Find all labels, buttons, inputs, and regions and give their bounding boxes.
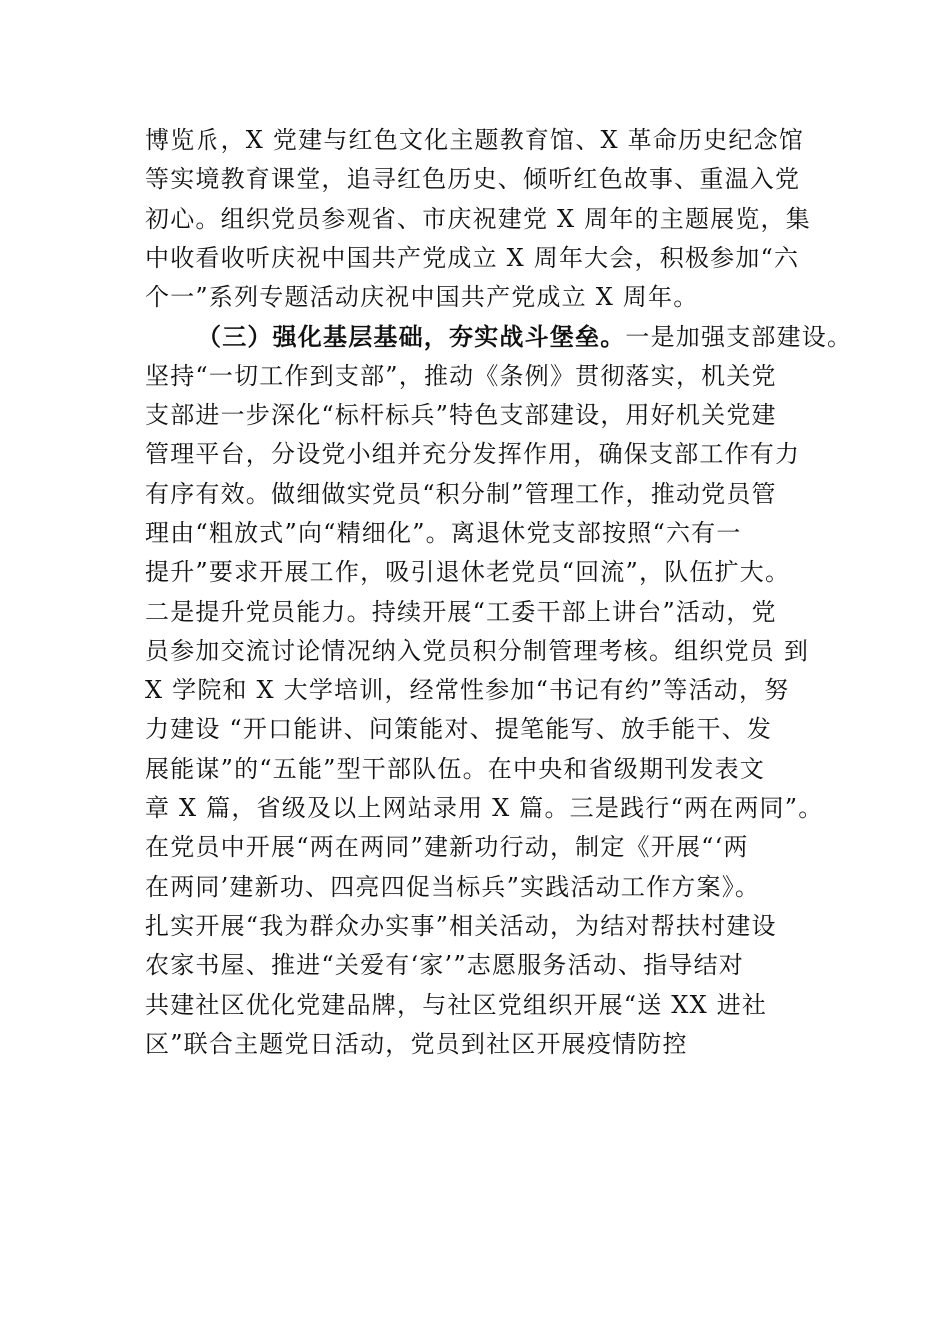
text-line: 初心。组织党员参观省、市庆祝建党 X 周年的主题展览，集 (145, 204, 811, 233)
text-line: 提升”要求开展工作，吸引退休老党员“回流”，队伍扩大。 (145, 558, 791, 587)
text-line: 在两同’建新功、四亮四促当标兵”实践活动工作方案》。 (145, 872, 761, 901)
text-line: 支部进一步深化“标杆标兵”特色支部建设，用好机关党建 (145, 401, 777, 430)
text-line: 中收看收听庆祝中国共产党成立 X 周年大会，积极参加“六 (145, 243, 800, 272)
text-line: 展能谋”的“五能”型干部队伍。在中央和省级期刊发表文 (145, 754, 766, 783)
text-line: 博览𠂢，X 党建与红色文化主题教育馆、X 革命历史纪念馆 (145, 126, 805, 154)
text-line: 有序有效。做细做实党员“积分制”管理工作，推动党员管 (145, 479, 777, 508)
text-line: 扎实开展“我为群众办实事”相关活动，为结对帮扶村建设 (145, 911, 777, 940)
text-line: 章 X 篇，省级及以上网站录用 X 篇。三是践行“两在两同”。 (145, 794, 824, 823)
body-text (145, 121, 853, 1064)
section-heading-rest: 一是加强支部建设。 (625, 323, 853, 352)
section-heading-line (145, 317, 853, 356)
text-line: 农家书屋、推进“关爱有‘家’”志愿服务活动、指导结对 (145, 951, 744, 980)
text-line: 坚持“一切工作到支部”，推动《条例》贯彻落实，机关党 (145, 361, 777, 390)
text-line: 管理平台，分设党小组并充分发挥作用，确保支部工作有力 (145, 440, 801, 469)
text-line: 等实境教育课堂，追寻红色历史、倾听红色故事、重温入党 (145, 165, 801, 194)
text-line: 理由“粗放式”向“精细化”。离退休党支部按照“六有一 (145, 518, 742, 547)
text-line: 个一”系列专题活动庆祝中国共产党成立 X 周年。 (145, 283, 699, 312)
text-line: 区”联合主题党日活动，党员到社区开展疫情防控 (145, 1029, 688, 1058)
text-line: 力建设 “开口能讲、问策能对、提笔能写、放手能干、发 (145, 715, 773, 744)
text-line: 在党员中开展“两在两同”建新功行动，制定《开展“‘两 (145, 833, 749, 862)
text-line: 员参加交流讨论情况纳入党员积分制管理考核。组织党员 到 (145, 636, 810, 665)
text-line: X 学院和 X 大学培训，经常性参加“书记有约”等活动，努 (145, 676, 790, 705)
text-line: 二是提升党员能力。持续开展“工委干部上讲台”活动，党 (145, 597, 777, 626)
text-line: 共建社区优化党建品牌，与社区党组织开展“送 XX 进社 (145, 990, 768, 1019)
section-heading: （三）强化基层基础，夯实战斗堡垒。 (197, 322, 626, 352)
